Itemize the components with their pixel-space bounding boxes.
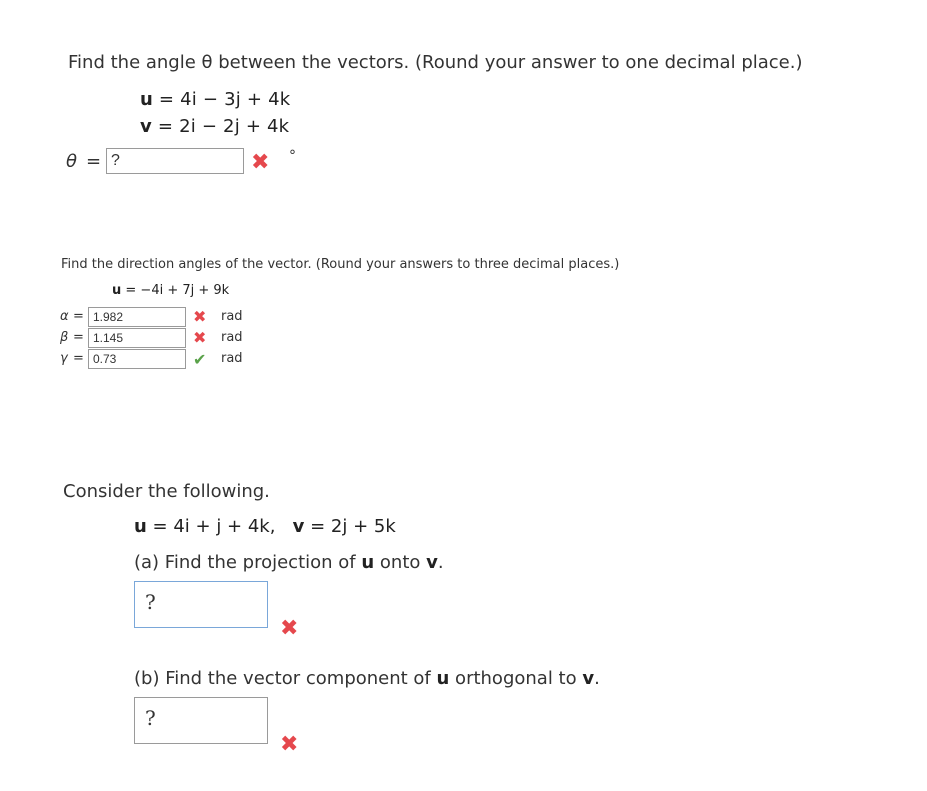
rad-unit: rad <box>221 309 243 324</box>
correct-check-icon: ✔ <box>193 350 207 369</box>
v-label: v <box>292 516 305 537</box>
orthogonal-component-answer-input[interactable]: ? <box>134 697 268 744</box>
u-label: u <box>112 283 122 298</box>
v-expression: = 2i − 2j + 4k <box>151 116 290 137</box>
beta-symbol: β <box>60 330 69 345</box>
v-label: v <box>140 116 152 137</box>
theta-symbol: θ <box>66 151 78 172</box>
period: . <box>437 552 444 573</box>
equals-sign: = <box>86 151 102 172</box>
equals-sign: = <box>73 351 84 366</box>
v-bold: v <box>582 668 595 689</box>
theta-answer-input[interactable]: ? <box>106 148 244 174</box>
part-a-text: onto <box>374 552 427 573</box>
u-label: u <box>140 89 154 110</box>
degree-unit: ° <box>289 148 296 164</box>
incorrect-icon: ✖ <box>193 328 207 347</box>
gamma-answer-input[interactable]: 0.73 <box>88 349 186 369</box>
period: . <box>594 668 600 689</box>
projection-answer-input[interactable]: ? <box>134 581 268 628</box>
problem2-prompt: Find the direction angles of the vector. (Round your answers to three decimal places.) <box>61 257 620 272</box>
incorrect-icon: ✖ <box>280 616 299 641</box>
problem3-vectors <box>134 516 396 537</box>
v-expression: = 2j + 5k <box>304 516 396 537</box>
problem1-v-equation <box>140 116 289 137</box>
part-a-question <box>134 552 444 573</box>
gamma-symbol: γ <box>60 351 68 366</box>
problem1-u-equation <box>140 89 290 110</box>
incorrect-icon: ✖ <box>251 150 270 175</box>
rad-unit: rad <box>221 330 243 345</box>
beta-answer-input[interactable]: 1.145 <box>88 328 186 348</box>
u-bold: u <box>361 552 375 573</box>
rad-unit: rad <box>221 351 243 366</box>
part-b-text: orthogonal to <box>449 668 583 689</box>
part-b-text: (b) Find the vector component of <box>134 668 437 689</box>
u-expression: = −4i + 7j + 9k <box>121 283 230 298</box>
problem2-u-equation <box>112 283 229 298</box>
alpha-symbol: α <box>60 309 69 324</box>
problem3-title: Consider the following. <box>63 481 270 502</box>
equals-sign: = <box>73 309 84 324</box>
incorrect-icon: ✖ <box>280 732 299 757</box>
part-a-text: (a) Find the projection of <box>134 552 362 573</box>
u-expression: = 4i − 3j + 4k <box>153 89 291 110</box>
incorrect-icon: ✖ <box>193 307 207 326</box>
part-b-question <box>134 668 600 689</box>
v-bold: v <box>426 552 438 573</box>
u-expression: = 4i + j + 4k, <box>146 516 276 537</box>
problem1-prompt: Find the angle θ between the vectors. (Round your answer to one decimal place.) <box>68 52 803 73</box>
alpha-answer-input[interactable]: 1.982 <box>88 307 186 327</box>
u-label: u <box>134 516 147 537</box>
u-bold: u <box>436 668 450 689</box>
equals-sign: = <box>73 330 84 345</box>
